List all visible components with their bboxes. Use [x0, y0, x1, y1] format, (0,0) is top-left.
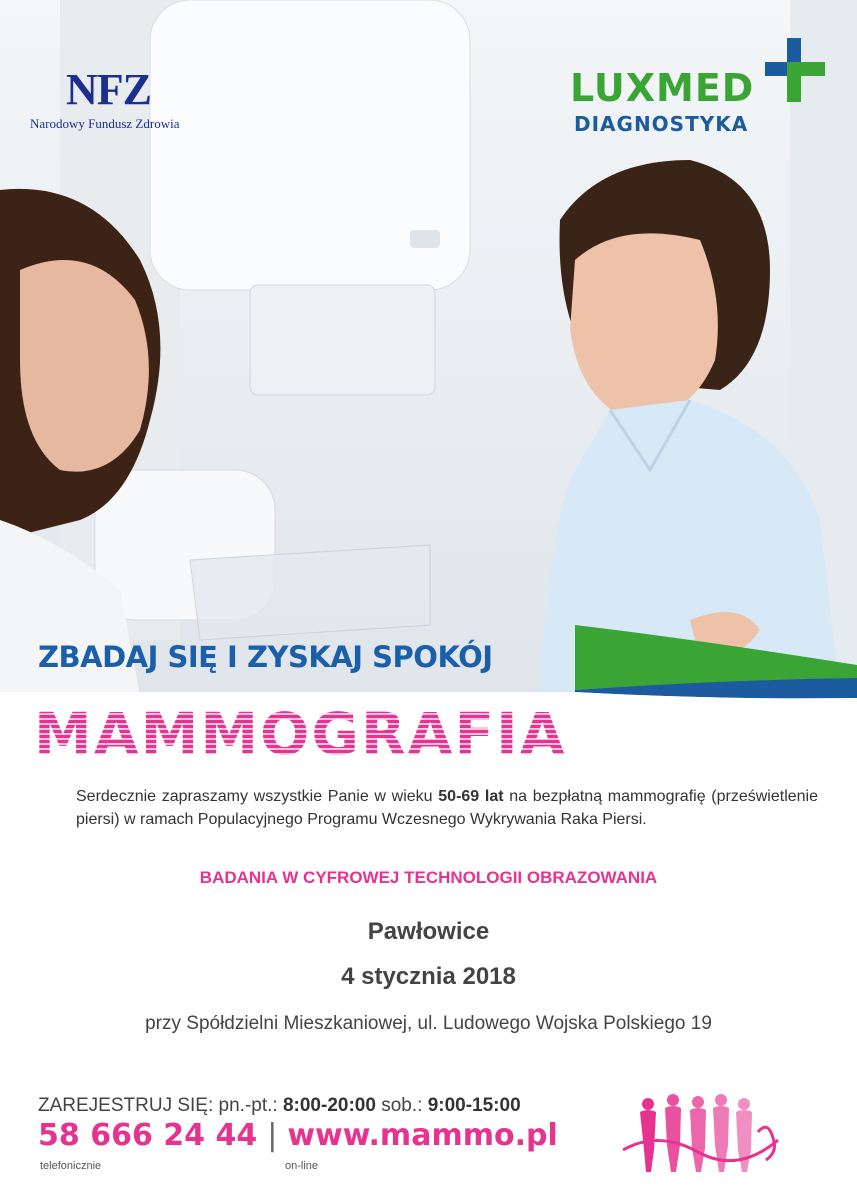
phone-caption: telefonicznie [40, 1160, 102, 1172]
intro-before: Serdecznie zapraszamy wszystkie Panie w wieku [76, 788, 439, 805]
phone-number[interactable]: 58 666 24 44 [38, 1118, 258, 1153]
luxmed-cross-icon [765, 38, 825, 102]
intro-age: 50-69 lat [438, 788, 504, 805]
saturday-label: sob.: [381, 1095, 423, 1116]
contact-separator: | [267, 1118, 278, 1153]
event-date: 4 stycznia 2018 [341, 963, 516, 990]
luxmed-name: LUXMED [570, 66, 755, 110]
women-ribbon-icon [618, 1090, 783, 1175]
weekday-label: pn.-pt.: [218, 1095, 278, 1116]
nfz-logo [30, 66, 220, 132]
event-city: Pawłowice [367, 918, 490, 945]
luxmed-logo [570, 38, 830, 138]
registration-label: ZAREJESTRUJ SIĘ: [38, 1095, 214, 1116]
nfz-mark: NFZ [66, 65, 151, 114]
registration-line [38, 1095, 521, 1117]
headline: MAMMOGRAFIA [34, 700, 567, 768]
luxmed-sub: DIAGNOSTYKA [574, 112, 749, 136]
technology-heading: BADANIA W CYFROWEJ TECHNOLOGII OBRAZOWANIA [199, 868, 658, 887]
website-link[interactable]: www.mammo.pl [287, 1118, 558, 1153]
slogan: ZBADAJ SIĘ I ZYSKAJ SPOKÓJ [38, 640, 493, 674]
intro-after: na bezpłatną mammografię (prześwietlenie piersi) w ramach Populacyjnego Programu Wczesnego Wykrywania Raka Piersi. [76, 788, 818, 828]
web-caption: on-line [285, 1160, 319, 1172]
event-address: przy Spółdzielni Mieszkaniowej, ul. Ludowego Wojska Polskiego 19 [145, 1013, 712, 1034]
nfz-name: Narodowy Fundusz Zdrowia [30, 116, 180, 131]
intro-paragraph [76, 785, 818, 831]
weekday-hours: 8:00-20:00 [282, 1095, 376, 1116]
contact-line [38, 1118, 558, 1153]
saturday-hours: 9:00-15:00 [427, 1095, 521, 1116]
